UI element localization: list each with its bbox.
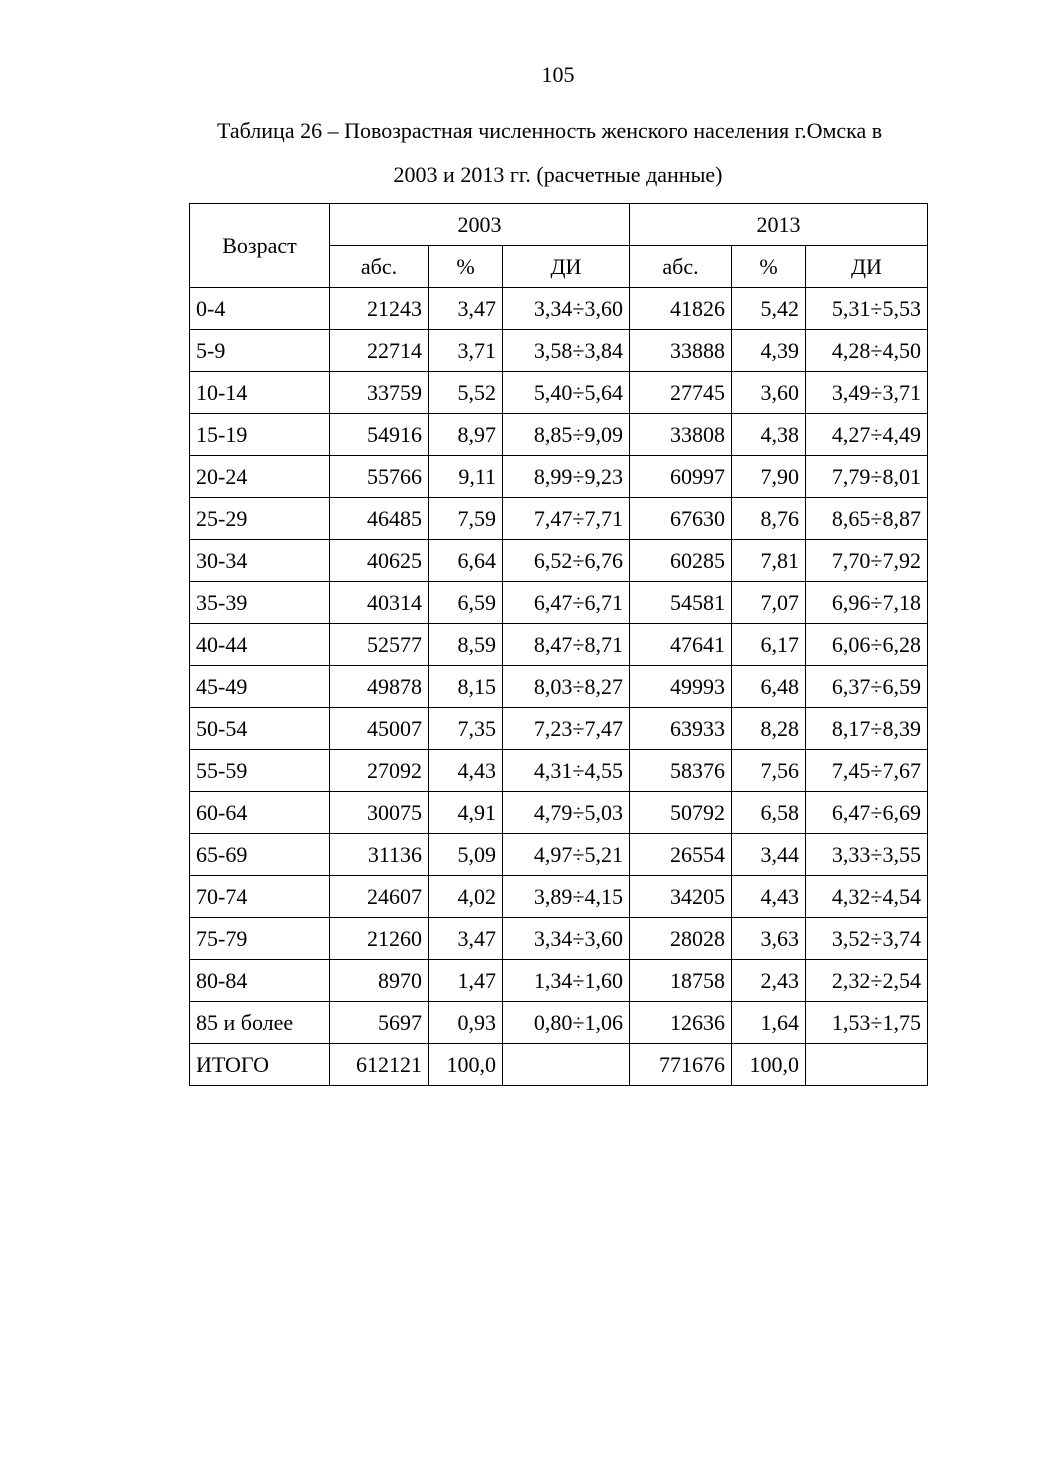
cell-abs-2013: 50792 — [630, 792, 732, 834]
cell-pct-2003: 8,97 — [429, 414, 503, 456]
cell-pct-2003: 5,09 — [429, 834, 503, 876]
cell-age: 80-84 — [190, 960, 330, 1002]
cell-pct-2013: 1,64 — [732, 1002, 806, 1044]
table-row — [190, 918, 928, 960]
cell-age: 5-9 — [190, 330, 330, 372]
cell-abs-2003: 33759 — [330, 372, 429, 414]
cell-abs-2003: 45007 — [330, 708, 429, 750]
cell-pct-2013: 4,43 — [732, 876, 806, 918]
cell-pct-2003: 3,71 — [429, 330, 503, 372]
cell-ci-2003: 3,89÷4,15 — [503, 876, 630, 918]
cell-abs-2013: 60285 — [630, 540, 732, 582]
cell-pct-2003: 1,47 — [429, 960, 503, 1002]
cell-age: 45-49 — [190, 666, 330, 708]
cell-ci-2013: 6,96÷7,18 — [806, 582, 928, 624]
cell-abs-2003: 31136 — [330, 834, 429, 876]
cell-abs-2003: 24607 — [330, 876, 429, 918]
cell-age: 35-39 — [190, 582, 330, 624]
cell-ci-2003: 4,97÷5,21 — [503, 834, 630, 876]
page-number: 105 — [541, 62, 575, 87]
header-year-2013: 2013 — [630, 204, 928, 246]
cell-age: 20-24 — [190, 456, 330, 498]
cell-pct-2013: 8,28 — [732, 708, 806, 750]
cell-pct-2013: 4,39 — [732, 330, 806, 372]
table-row — [190, 1044, 928, 1086]
cell-ci-2003: 8,03÷8,27 — [503, 666, 630, 708]
cell-ci-2013: 7,70÷7,92 — [806, 540, 928, 582]
table-row — [190, 582, 928, 624]
cell-abs-2003: 21260 — [330, 918, 429, 960]
cell-abs-2013: 63933 — [630, 708, 732, 750]
cell-abs-2003: 5697 — [330, 1002, 429, 1044]
cell-ci-2013: 4,32÷4,54 — [806, 876, 928, 918]
cell-abs-2003: 40314 — [330, 582, 429, 624]
cell-ci-2003: 6,52÷6,76 — [503, 540, 630, 582]
cell-abs-2003: 52577 — [330, 624, 429, 666]
header-abs-2003: абс. — [330, 246, 429, 288]
cell-age: 50-54 — [190, 708, 330, 750]
cell-abs-2013: 33888 — [630, 330, 732, 372]
cell-ci-2013: 5,31÷5,53 — [806, 288, 928, 330]
header-ci-2013: ДИ — [806, 246, 928, 288]
cell-pct-2003: 3,47 — [429, 288, 503, 330]
cell-ci-2003: 1,34÷1,60 — [503, 960, 630, 1002]
cell-abs-2013: 67630 — [630, 498, 732, 540]
cell-abs-2003: 21243 — [330, 288, 429, 330]
cell-ci-2003 — [503, 1044, 630, 1086]
cell-pct-2013: 3,60 — [732, 372, 806, 414]
cell-pct-2003: 8,59 — [429, 624, 503, 666]
cell-ci-2013: 8,17÷8,39 — [806, 708, 928, 750]
cell-abs-2003: 22714 — [330, 330, 429, 372]
cell-abs-2003: 8970 — [330, 960, 429, 1002]
cell-age: ИТОГО — [190, 1044, 330, 1086]
cell-ci-2013: 2,32÷2,54 — [806, 960, 928, 1002]
cell-abs-2013: 49993 — [630, 666, 732, 708]
cell-age: 25-29 — [190, 498, 330, 540]
cell-ci-2013: 7,45÷7,67 — [806, 750, 928, 792]
cell-pct-2013: 6,48 — [732, 666, 806, 708]
cell-ci-2003: 3,34÷3,60 — [503, 288, 630, 330]
cell-abs-2003: 55766 — [330, 456, 429, 498]
cell-pct-2013: 7,07 — [732, 582, 806, 624]
header-pct-2013: % — [732, 246, 806, 288]
header-age: Возраст — [190, 204, 330, 288]
cell-pct-2003: 4,02 — [429, 876, 503, 918]
cell-ci-2003: 0,80÷1,06 — [503, 1002, 630, 1044]
table-row — [190, 624, 928, 666]
cell-pct-2003: 0,93 — [429, 1002, 503, 1044]
cell-abs-2003: 27092 — [330, 750, 429, 792]
cell-ci-2013: 6,37÷6,59 — [806, 666, 928, 708]
header-ci-2003: ДИ — [503, 246, 630, 288]
cell-ci-2013: 1,53÷1,75 — [806, 1002, 928, 1044]
cell-pct-2003: 6,64 — [429, 540, 503, 582]
cell-ci-2003: 8,99÷9,23 — [503, 456, 630, 498]
table-row — [190, 708, 928, 750]
cell-pct-2013: 6,58 — [732, 792, 806, 834]
cell-pct-2013: 3,44 — [732, 834, 806, 876]
cell-pct-2003: 9,11 — [429, 456, 503, 498]
cell-abs-2003: 40625 — [330, 540, 429, 582]
cell-pct-2013: 7,90 — [732, 456, 806, 498]
cell-abs-2013: 34205 — [630, 876, 732, 918]
cell-abs-2003: 54916 — [330, 414, 429, 456]
cell-pct-2013: 5,42 — [732, 288, 806, 330]
cell-ci-2003: 7,47÷7,71 — [503, 498, 630, 540]
cell-ci-2003: 8,47÷8,71 — [503, 624, 630, 666]
cell-pct-2003: 8,15 — [429, 666, 503, 708]
cell-ci-2013: 6,06÷6,28 — [806, 624, 928, 666]
cell-abs-2013: 41826 — [630, 288, 732, 330]
table-caption-line-2: 2003 и 2013 гг. (расчетные данные) — [393, 162, 723, 187]
cell-ci-2013: 4,28÷4,50 — [806, 330, 928, 372]
cell-ci-2013: 4,27÷4,49 — [806, 414, 928, 456]
table-row — [190, 750, 928, 792]
cell-pct-2003: 4,91 — [429, 792, 503, 834]
cell-ci-2003: 7,23÷7,47 — [503, 708, 630, 750]
cell-pct-2003: 6,59 — [429, 582, 503, 624]
cell-pct-2003: 100,0 — [429, 1044, 503, 1086]
cell-abs-2013: 47641 — [630, 624, 732, 666]
cell-abs-2003: 49878 — [330, 666, 429, 708]
table-row — [190, 456, 928, 498]
cell-pct-2003: 3,47 — [429, 918, 503, 960]
cell-abs-2003: 46485 — [330, 498, 429, 540]
cell-pct-2013: 6,17 — [732, 624, 806, 666]
table-row — [190, 540, 928, 582]
cell-pct-2003: 7,35 — [429, 708, 503, 750]
cell-ci-2013: 8,65÷8,87 — [806, 498, 928, 540]
population-table — [189, 203, 928, 1086]
table-row — [190, 1002, 928, 1044]
cell-ci-2013: 3,49÷3,71 — [806, 372, 928, 414]
cell-pct-2013: 7,56 — [732, 750, 806, 792]
cell-abs-2013: 18758 — [630, 960, 732, 1002]
cell-abs-2013: 54581 — [630, 582, 732, 624]
cell-pct-2013: 4,38 — [732, 414, 806, 456]
table-caption-line-1: Таблица 26 – Повозрастная численность женского населения г.Омска в — [217, 118, 883, 143]
table-row — [190, 288, 928, 330]
header-year-2003: 2003 — [330, 204, 630, 246]
cell-age: 75-79 — [190, 918, 330, 960]
header-row-years — [190, 204, 928, 246]
cell-age: 65-69 — [190, 834, 330, 876]
cell-ci-2003: 4,79÷5,03 — [503, 792, 630, 834]
cell-abs-2013: 33808 — [630, 414, 732, 456]
header-pct-2003: % — [429, 246, 503, 288]
cell-age: 60-64 — [190, 792, 330, 834]
cell-abs-2003: 30075 — [330, 792, 429, 834]
cell-pct-2013: 100,0 — [732, 1044, 806, 1086]
cell-pct-2013: 2,43 — [732, 960, 806, 1002]
header-abs-2013: абс. — [630, 246, 732, 288]
table-row — [190, 876, 928, 918]
cell-pct-2013: 7,81 — [732, 540, 806, 582]
table-row — [190, 834, 928, 876]
cell-pct-2013: 3,63 — [732, 918, 806, 960]
cell-age: 10-14 — [190, 372, 330, 414]
cell-pct-2003: 4,43 — [429, 750, 503, 792]
cell-abs-2013: 12636 — [630, 1002, 732, 1044]
cell-age: 40-44 — [190, 624, 330, 666]
cell-abs-2013: 28028 — [630, 918, 732, 960]
cell-ci-2013: 3,52÷3,74 — [806, 918, 928, 960]
table-row — [190, 372, 928, 414]
cell-abs-2013: 26554 — [630, 834, 732, 876]
table-row — [190, 414, 928, 456]
table-row — [190, 330, 928, 372]
cell-age: 85 и более — [190, 1002, 330, 1044]
cell-age: 70-74 — [190, 876, 330, 918]
cell-ci-2003: 8,85÷9,09 — [503, 414, 630, 456]
cell-ci-2003: 6,47÷6,71 — [503, 582, 630, 624]
cell-age: 15-19 — [190, 414, 330, 456]
table-row — [190, 960, 928, 1002]
cell-abs-2013: 58376 — [630, 750, 732, 792]
cell-age: 55-59 — [190, 750, 330, 792]
cell-ci-2013: 7,79÷8,01 — [806, 456, 928, 498]
cell-ci-2003: 3,58÷3,84 — [503, 330, 630, 372]
table-row — [190, 666, 928, 708]
cell-age: 0-4 — [190, 288, 330, 330]
cell-abs-2013: 60997 — [630, 456, 732, 498]
table-row — [190, 792, 928, 834]
cell-ci-2013 — [806, 1044, 928, 1086]
cell-pct-2003: 7,59 — [429, 498, 503, 540]
cell-pct-2003: 5,52 — [429, 372, 503, 414]
cell-ci-2013: 3,33÷3,55 — [806, 834, 928, 876]
cell-abs-2003: 612121 — [330, 1044, 429, 1086]
cell-abs-2013: 27745 — [630, 372, 732, 414]
cell-ci-2003: 4,31÷4,55 — [503, 750, 630, 792]
cell-ci-2013: 6,47÷6,69 — [806, 792, 928, 834]
cell-ci-2003: 5,40÷5,64 — [503, 372, 630, 414]
cell-ci-2003: 3,34÷3,60 — [503, 918, 630, 960]
cell-age: 30-34 — [190, 540, 330, 582]
cell-pct-2013: 8,76 — [732, 498, 806, 540]
cell-abs-2013: 771676 — [630, 1044, 732, 1086]
table-row — [190, 498, 928, 540]
